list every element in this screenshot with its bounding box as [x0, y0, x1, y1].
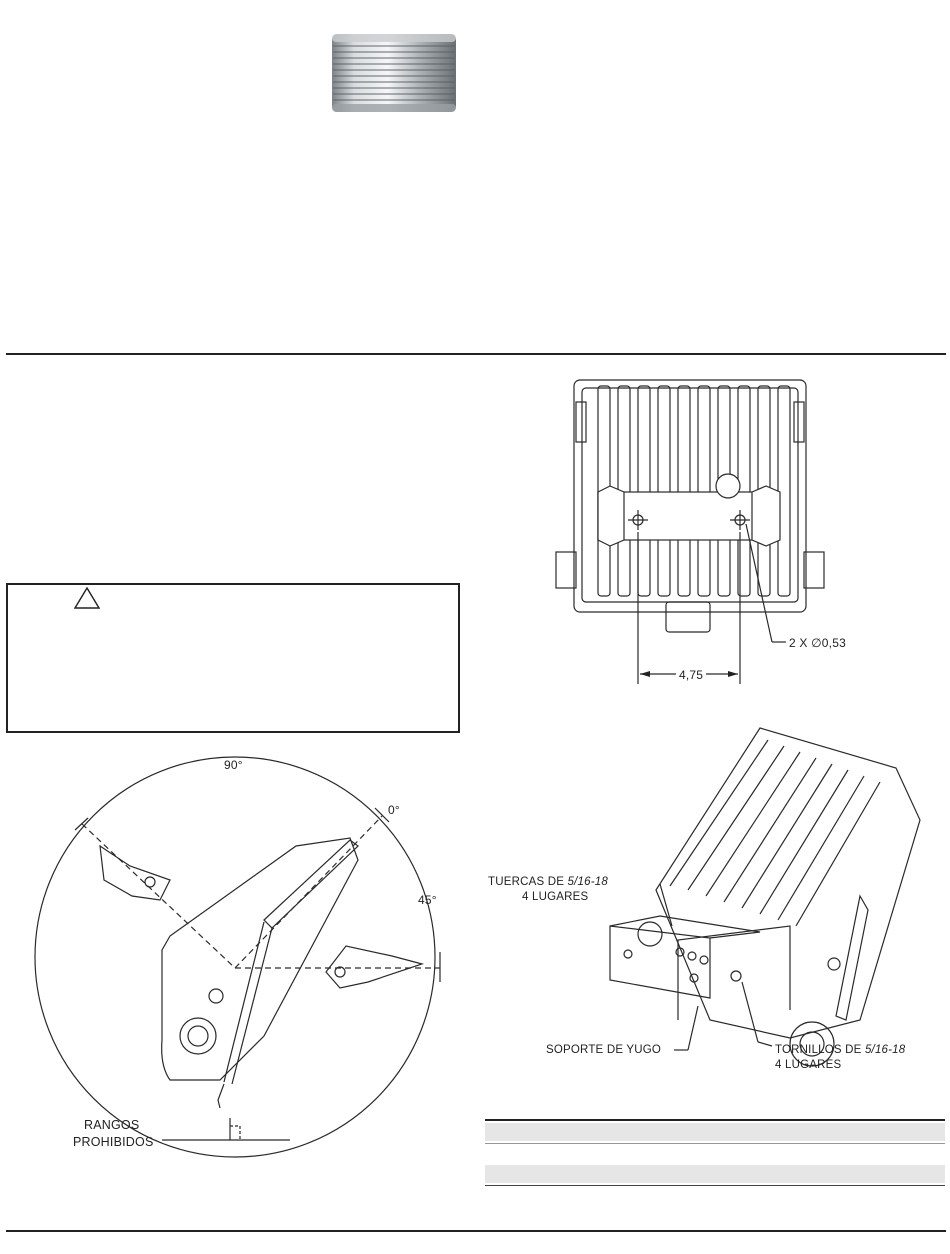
angle-0-label: 0° [388, 803, 400, 817]
bolts-callout-size: 5/16-18 [864, 1044, 906, 1056]
nuts-callout-line2: 4 LUGARES [522, 891, 589, 903]
bolts-callout-line2: 4 LUGARES [775, 1059, 842, 1071]
yoke-bracket-callout: SOPORTE DE YUGO [546, 1044, 662, 1056]
spacing-dimension-label: 4,75 [676, 668, 706, 682]
threaded-nipple-photo [330, 30, 458, 116]
table-row [485, 1123, 945, 1141]
warning-triangle-icon [74, 587, 100, 609]
forbidden-ranges-label-1: RANGOS [84, 1118, 140, 1132]
regulator-isometric-view [560, 720, 940, 1070]
table-bottom-rule [485, 1185, 945, 1186]
bolts-callout-line1 [775, 1044, 905, 1056]
holes-dimension-label: 2 X ∅0,53 [789, 636, 846, 650]
nuts-callout-size: 5/16-18 [567, 876, 608, 888]
table-row-divider [485, 1143, 945, 1144]
nuts-callout-text: TUERCAS DE [488, 876, 568, 888]
section-divider-bottom [6, 1230, 946, 1232]
warning-box [6, 583, 460, 733]
table-row [485, 1165, 945, 1183]
forbidden-ranges-label-2: PROHIBIDOS [73, 1135, 154, 1149]
angle-90-label: 90° [224, 758, 243, 772]
bolts-callout-text: TORNILLOS DE [775, 1044, 865, 1056]
angle-45-label: 45° [418, 893, 437, 907]
table-header-rule [485, 1119, 945, 1121]
section-divider-top [6, 353, 946, 355]
nuts-callout-line1 [488, 876, 608, 888]
